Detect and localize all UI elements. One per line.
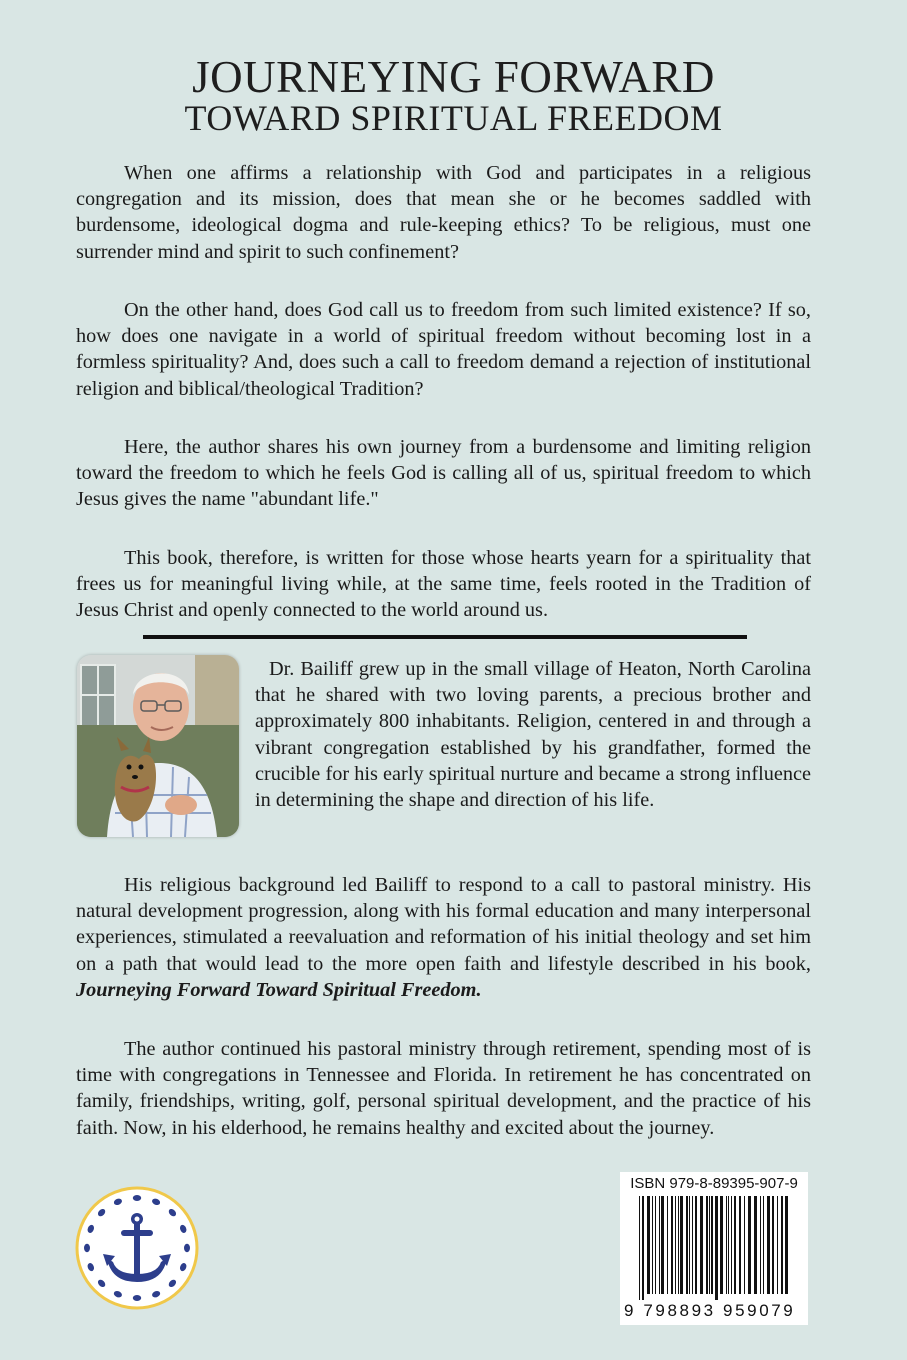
barcode-bar	[680, 1196, 683, 1294]
publisher-logo	[75, 1186, 199, 1310]
author-photo	[77, 655, 239, 837]
barcode-bar	[744, 1196, 745, 1294]
barcode-bar	[689, 1196, 690, 1294]
logo-dot	[184, 1244, 190, 1252]
section-divider	[143, 635, 747, 639]
paragraph-retirement: The author continued his pastoral ministry through retirement, spending most of is time with congregations in Tennessee and Florida. In retirement he has concentrated on family, friendships, writing, golf, personal spiritual development, and the practice of his faith. Now, in his elderhood, he remains healthy and excited about the journey.	[76, 1038, 811, 1139]
barcode-bar	[642, 1196, 644, 1300]
background-text: His religious background led Bailiff to respond to a call to pastoral ministry. His natural development progression, along with his formal education and many interpersonal experiences, stimulated a reevaluation and reformation of his initial theology and set him on a path that would lead to the more open faith and lifestyle described in his book,	[76, 874, 811, 975]
barcode-bar	[675, 1196, 676, 1294]
title-line-2: TOWARD SPIRITUAL FREEDOM	[184, 98, 723, 138]
barcode-bar	[772, 1196, 774, 1294]
barcode-bar	[754, 1196, 757, 1294]
barcode-bar	[734, 1196, 736, 1294]
paragraph-journey: Here, the author shares his own journey from a burdensome and limiting religion toward the freedom to which he feels God is calling all of us, spiritual freedom to which Jesus gives the name "abundant life."	[76, 436, 811, 511]
barcode-bar	[728, 1196, 729, 1294]
paragraph-intro: When one affirms a relationship with God and participates in a religious congregation and its mission, does that mean she or he becomes saddled with burdensome, ideological dogma and rule-keeping ethics? To be religious, must one surrender mind and spirit to such confinement?	[76, 162, 811, 263]
paragraph-audience: This book, therefore, is written for those whose hearts yearn for a spirituality that frees us for meaningful living while, at the same time, feels rooted in the Tradition of Jesus Christ and openly connected to the world around us.	[76, 547, 811, 622]
barcode-bar	[686, 1196, 688, 1294]
barcode-bar	[639, 1196, 640, 1300]
paragraph-question: On the other hand, does God call us to freedom from such limited existence? If so, how does one navigate in a world of spiritual freedom without becoming lost in a formless spirituality? And, does such a call to freedom demand a rejection of institutional religion and biblical/theological Tradition?	[76, 299, 811, 400]
barcode-bar	[706, 1196, 708, 1294]
barcode-bar	[777, 1196, 778, 1294]
barcode-bar	[763, 1196, 764, 1294]
barcode-bar	[655, 1196, 656, 1294]
barcode-bar	[659, 1196, 660, 1294]
barcode	[620, 1172, 808, 1325]
barcode-bar	[720, 1196, 723, 1294]
barcode-bar	[692, 1196, 693, 1294]
barcode-bar	[760, 1196, 761, 1294]
barcode-bar	[711, 1196, 713, 1294]
logo-dot	[84, 1244, 90, 1252]
barcode-bar	[709, 1196, 710, 1294]
barcode-bar	[647, 1196, 650, 1294]
barcode-digits: 9 798893 959079	[624, 1301, 796, 1320]
barcode-bar	[678, 1196, 679, 1294]
barcode-bar	[731, 1196, 732, 1294]
barcode-bar	[652, 1196, 653, 1294]
barcode-bar	[785, 1196, 788, 1294]
barcode-bar	[667, 1196, 668, 1294]
barcode-bar	[715, 1196, 718, 1300]
barcode-bar	[700, 1196, 703, 1294]
barcode-bar	[695, 1196, 697, 1294]
barcode-bar	[661, 1196, 664, 1294]
logo-dot	[133, 1295, 141, 1301]
barcode-bar	[748, 1196, 751, 1294]
title-line-1: JOURNEYING FORWARD	[192, 52, 715, 102]
barcode-bar	[726, 1196, 727, 1294]
barcode-bar	[781, 1196, 783, 1294]
logo-dot	[133, 1195, 141, 1201]
book-title: Journeying Forward Toward Spiritual Freedom.	[76, 978, 482, 1001]
barcode-bar	[671, 1196, 673, 1294]
barcode-bar	[739, 1196, 741, 1294]
barcode-bar	[767, 1196, 770, 1294]
barcode-bars	[639, 1196, 791, 1300]
paragraph-background	[76, 872, 811, 1003]
isbn-label: ISBN 979-8-89395-907-9	[630, 1175, 798, 1192]
author-bio: Dr. Bailiff grew up in the small village of Heaton, North Carolina that he shared with two loving parents, a precious brother and approximately 800 inhabitants. Religion, centered in and through a vibrant congregation established by his grandfather, formed the crucible for his early spiritual nurture and became a strong influence in determining the shape and direction of his life.	[255, 658, 811, 812]
